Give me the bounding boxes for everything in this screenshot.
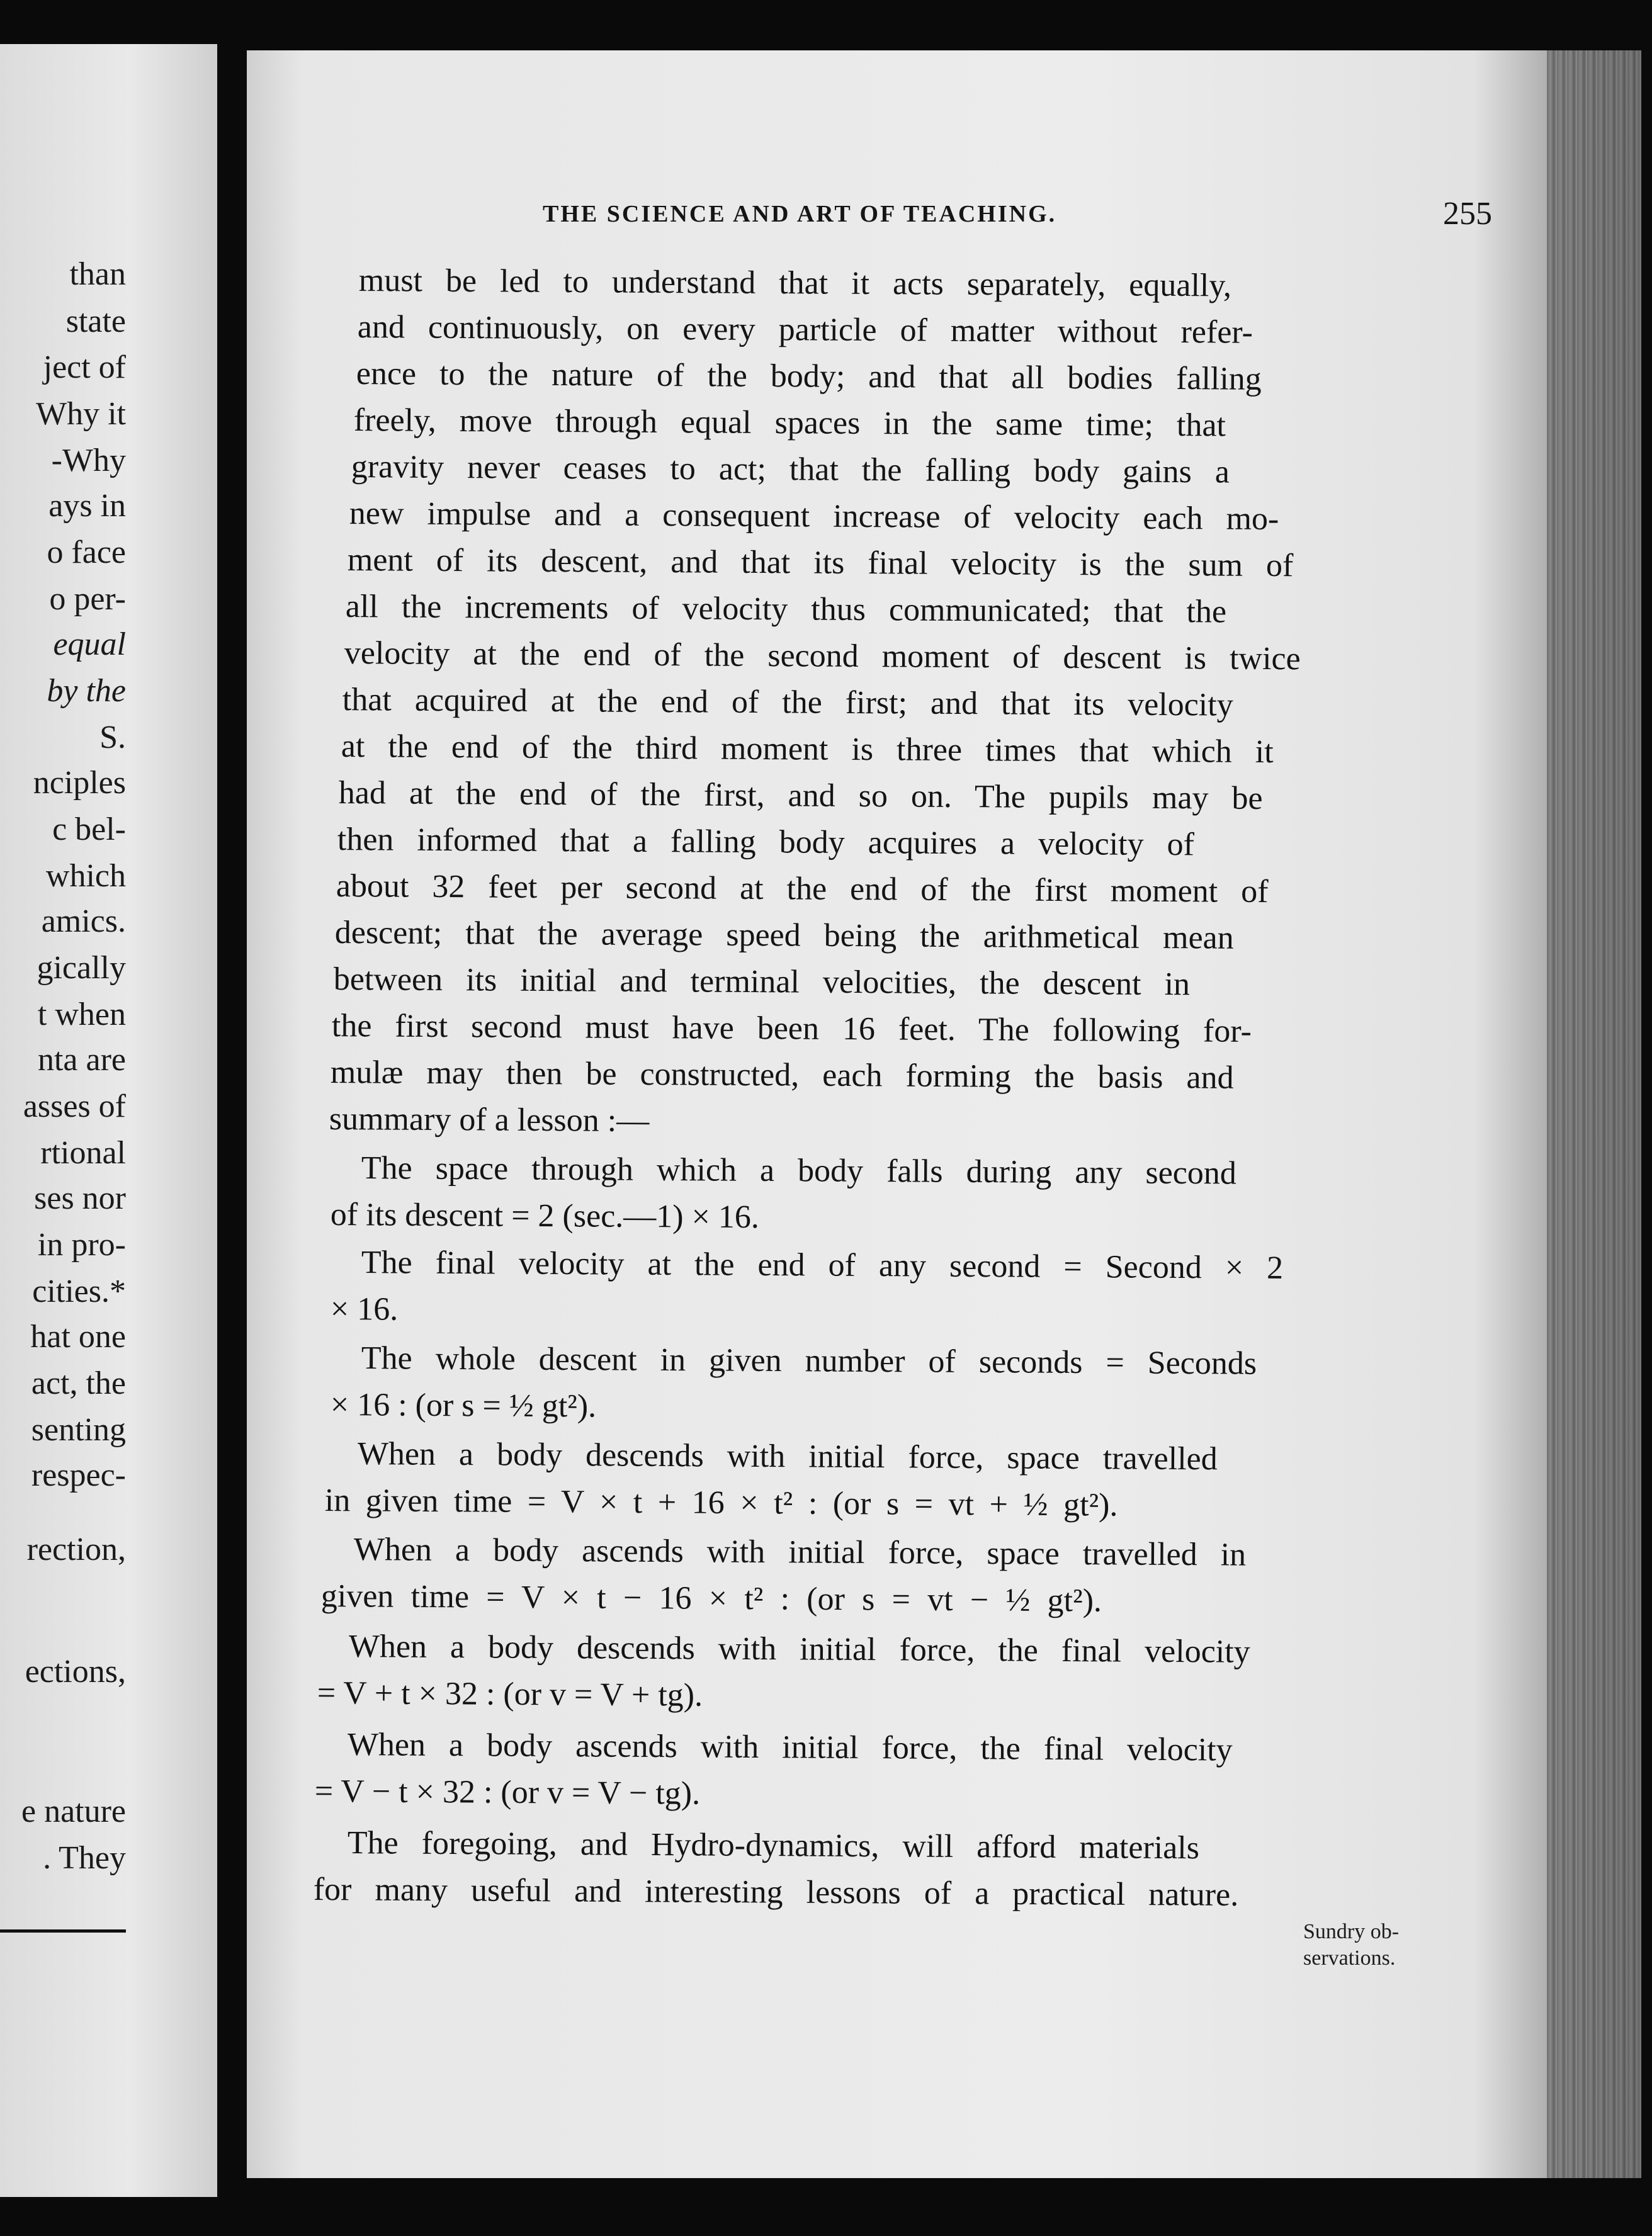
left-page-line: rtional	[40, 1135, 126, 1171]
body-line: new impulse and a consequent increase of velocity each mo-	[349, 495, 1279, 538]
body-line: given time = V × t − 16 × t² : (or s = vt − ½ gt²).	[320, 1578, 1102, 1619]
body-line: The final velocity at the end of any second = Second × 2	[361, 1245, 1284, 1286]
body-line: had at the end of the first, and so on. The pupils may be	[338, 775, 1263, 816]
left-page-line: nciples	[33, 765, 126, 801]
body-line: When a body descends with initial force, the final velocity	[348, 1629, 1250, 1670]
body-line: × 16.	[330, 1291, 399, 1328]
body-line: The whole descent in given number of seconds = Seconds	[361, 1340, 1257, 1382]
body-line: velocity at the end of the second moment of descent is twice	[344, 635, 1301, 677]
left-page-line: o per-	[49, 581, 126, 617]
body-line: ence to the nature of the body; and that all bodies falling	[356, 356, 1262, 397]
body-line: summary of a lesson :—	[329, 1101, 650, 1139]
body-line: that acquired at the end of the first; and that its velocity	[342, 682, 1233, 723]
left-page-line: t when	[37, 997, 126, 1032]
left-page-line: by the	[47, 673, 126, 709]
left-page-fragment	[0, 44, 217, 2197]
left-page-line: senting	[31, 1412, 126, 1448]
running-head: THE SCIENCE AND ART OF TEACHING.	[543, 201, 1057, 227]
page-number: 255	[1443, 196, 1492, 232]
body-line: the first second must have been 16 feet. The following for-	[331, 1008, 1252, 1049]
left-page-line: hat one	[30, 1319, 126, 1355]
left-page-line: than	[69, 256, 126, 292]
body-line: descent; that the average speed being the arithmetical mean	[334, 915, 1234, 956]
left-page-line: act, the	[31, 1365, 126, 1401]
body-line: then informed that a falling body acquires a velocity of	[337, 822, 1195, 863]
body-line: between its initial and terminal velocities, the descent in	[333, 961, 1191, 1003]
left-page-line: in pro-	[37, 1227, 126, 1263]
body-line: gravity never ceases to act; that the falling body gains a	[351, 449, 1230, 490]
left-page-line: cities.*	[32, 1273, 126, 1309]
body-line: and continuously, on every particle of matter without refer-	[357, 309, 1253, 351]
left-page-line: e nature	[21, 1793, 126, 1829]
left-page-line: state	[65, 303, 126, 339]
body-line: for many useful and interesting lessons of a practical nature.	[313, 1872, 1239, 1913]
body-line: mulæ may then be constructed, each forming the basis and	[330, 1054, 1234, 1096]
left-page-line: ays in	[48, 488, 126, 524]
body-line: When a body ascends with initial force, space travelled in	[353, 1532, 1247, 1573]
left-page-line: equal	[53, 626, 126, 662]
body-line: all the increments of velocity thus communicated; that the	[345, 589, 1227, 630]
body-line: in given time = V × t + 16 × t² : (or s = vt + ½ gt²).	[324, 1482, 1118, 1523]
left-page-line: . They	[43, 1840, 126, 1876]
body-line: ment of its descent, and that its final velocity is the sum of	[347, 542, 1294, 584]
body-line: = V − t × 32 : (or v = V − tg).	[314, 1773, 701, 1812]
left-page-line: S.	[99, 720, 126, 755]
left-page-line: nta are	[37, 1042, 126, 1078]
body-line: freely, move through equal spaces in the same time; that	[353, 402, 1226, 444]
right-page	[247, 50, 1641, 2178]
body-line: When a body ascends with initial force, the final velocity	[347, 1727, 1233, 1768]
left-page-line: asses of	[23, 1088, 126, 1124]
left-page-line: Why it	[36, 396, 126, 432]
body-line: = V + t × 32 : (or v = V + tg).	[317, 1675, 703, 1714]
left-page-line: which	[45, 858, 126, 894]
left-page-line: amics.	[41, 903, 126, 939]
left-page-line: ections,	[25, 1654, 126, 1690]
margin-note-line-1: Sundry ob-	[1303, 1920, 1400, 1943]
footnote-rule	[0, 1929, 126, 1933]
left-page-line: ses nor	[34, 1180, 126, 1216]
left-page-line: respec-	[31, 1457, 126, 1493]
body-line: When a body descends with initial force, space travelled	[357, 1436, 1218, 1477]
body-line: at the end of the third moment is three times that which it	[341, 728, 1274, 771]
body-line: × 16 : (or s = ½ gt²).	[330, 1387, 597, 1425]
left-page-line: o face	[47, 534, 126, 570]
body-line: The space through which a body falls during any second	[361, 1150, 1237, 1192]
left-page-line: ject of	[43, 349, 126, 385]
left-page-line: -Why	[51, 443, 126, 478]
body-line: must be led to understand that it acts separately, equally,	[358, 263, 1232, 304]
body-line: The foregoing, and Hydro-dynamics, will afford materials	[347, 1825, 1200, 1866]
margin-note-line-2: servations.	[1303, 1946, 1396, 1970]
page-edge-shadow	[1547, 50, 1641, 2178]
left-page-line: rection,	[26, 1532, 126, 1567]
left-page-line: c bel-	[52, 811, 126, 847]
body-line: of its descent = 2 (sec.—1) × 16.	[330, 1197, 760, 1236]
body-line: about 32 feet per second at the end of the first moment of	[336, 868, 1269, 910]
left-page-line: gically	[37, 950, 126, 986]
